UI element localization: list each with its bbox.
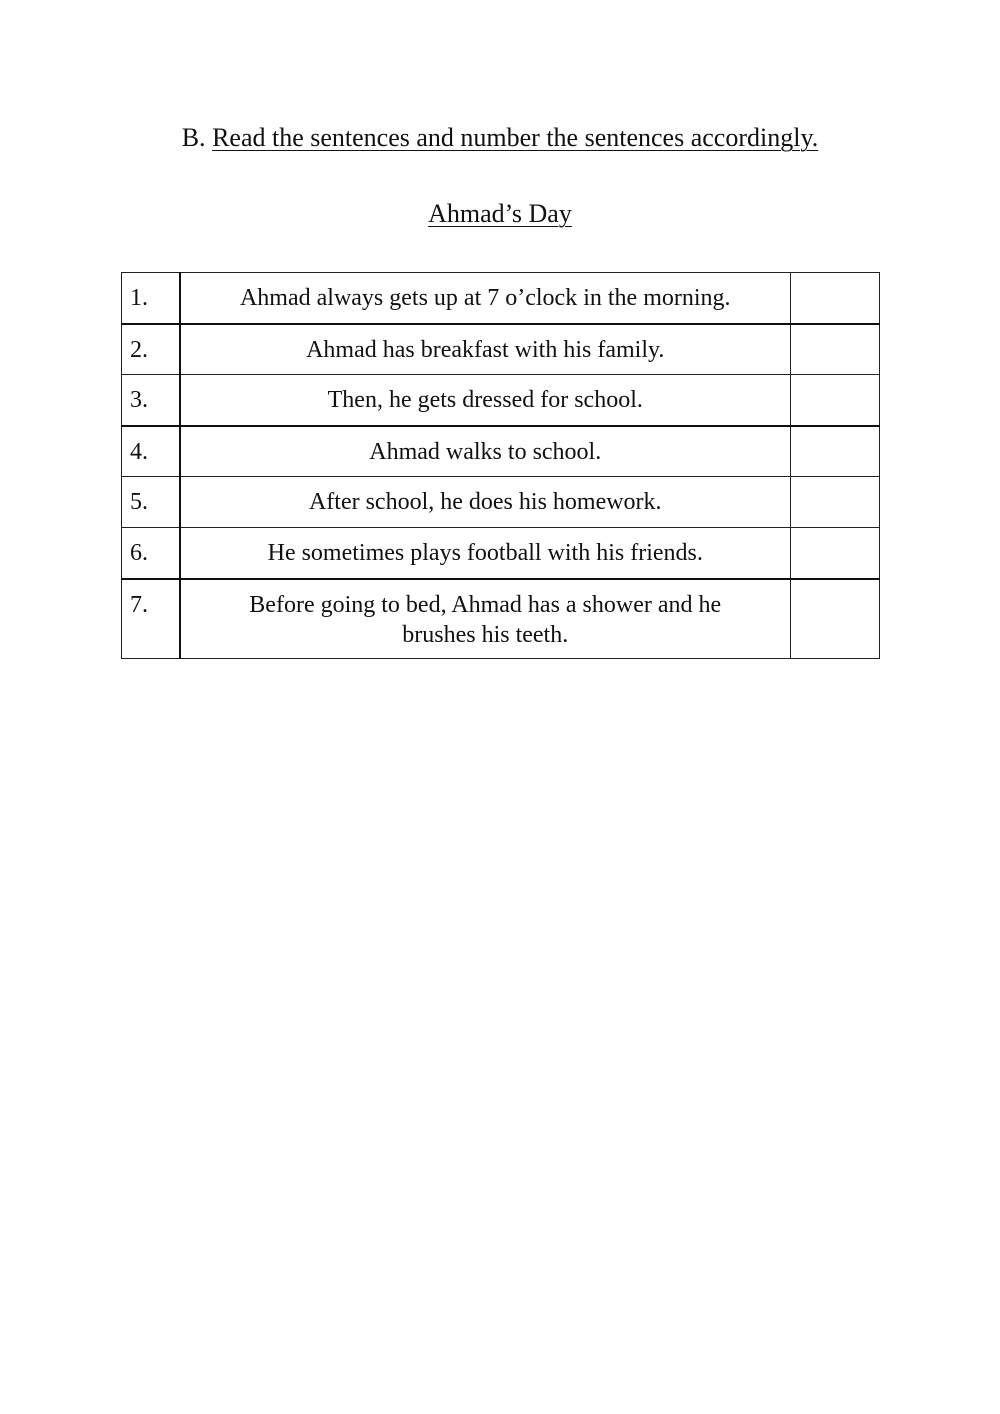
answer-box[interactable] [791,426,880,477]
table-row [122,426,880,477]
row-sentence: He sometimes plays football with his friends. [180,528,791,579]
row-sentence: After school, he does his homework. [180,477,791,528]
row-sentence: Ahmad has breakfast with his family. [180,324,791,375]
instruction-line [0,118,1000,158]
table-row [122,528,880,579]
answer-box[interactable] [791,477,880,528]
row-sentence: Before going to bed, Ahmad has a shower and he brushes his teeth. [180,579,791,659]
row-number: 7. [122,579,180,659]
section-label: B. [181,123,213,152]
table-row [122,477,880,528]
row-number: 2. [122,324,180,375]
answer-box[interactable] [791,528,880,579]
row-number: 5. [122,477,180,528]
row-number: 3. [122,375,180,426]
row-sentence: Ahmad walks to school. [180,426,791,477]
table-row [122,273,880,324]
answer-box[interactable] [791,273,880,324]
row-number: 4. [122,426,180,477]
worksheet-title: Ahmad’s Day [428,199,572,228]
row-sentence: Then, he gets dressed for school. [180,375,791,426]
row-number: 1. [122,273,180,324]
answer-box[interactable] [791,579,880,659]
table-row [122,324,880,375]
table-row [122,375,880,426]
sentence-table [121,272,880,659]
answer-box[interactable] [791,375,880,426]
instruction-text: Read the sentences and number the sentences accordingly. [212,123,819,152]
table-row [122,579,880,659]
row-sentence: Ahmad always gets up at 7 o’clock in the morning. [180,273,791,324]
answer-box[interactable] [791,324,880,375]
row-number: 6. [122,528,180,579]
